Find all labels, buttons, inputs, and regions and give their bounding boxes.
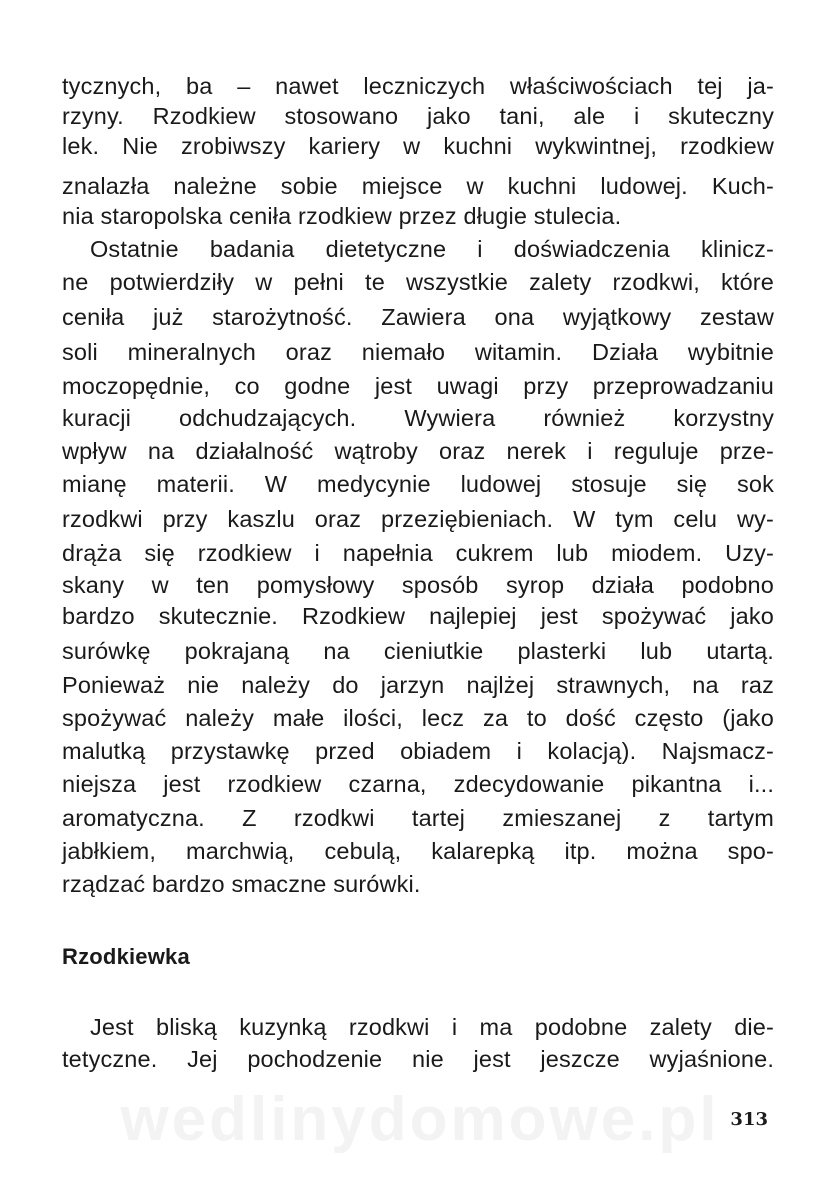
text-line: rządzać bardzo smaczne surówki. (62, 871, 421, 897)
text-line: tycznych, ba – nawet leczniczych właściwościach tej ja- (62, 73, 774, 99)
text-line: surówkę pokrajaną na cieniutkie plasterki lub utartą. (62, 638, 774, 664)
section-heading: Rzodkiewka (62, 944, 190, 969)
text-line: malutką przystawkę przed obiadem i kolacją). Najsmacz- (62, 738, 774, 764)
text-line: rzodkwi przy kaszlu oraz przeziębieniach. W tym celu wy- (62, 506, 774, 532)
text-line: mianę materii. W medycynie ludowej stosuje się sok (62, 471, 774, 497)
text-line: nia staropolska ceniła rzodkiew przez długie stulecia. (62, 203, 622, 229)
text-line: rzyny. Rzodkiew stosowano jako tani, ale i skuteczny (62, 103, 774, 129)
text-line: kuracji odchudzających. Wywiera również korzystny (62, 405, 774, 431)
text-line: skany w ten pomysłowy sposób syrop działa podobno (62, 572, 774, 598)
text-line: moczopędnie, co godne jest uwagi przy przeprowadzaniu (62, 373, 774, 399)
text-line: aromatyczna. Z rzodkwi tartej zmieszanej z tartym (62, 805, 774, 831)
text-line: bardzo skutecznie. Rzodkiew najlepiej jest spożywać jako (62, 603, 774, 629)
text-line: lek. Nie zrobiwszy kariery w kuchni wykwintnej, rzodkiew (62, 133, 774, 159)
text-line: ne potwierdziły w pełni te wszystkie zalety rzodkwi, które (62, 269, 774, 295)
text-line: jabłkiem, marchwią, cebulą, kalarepką itp. można spo- (62, 838, 774, 864)
text-line: spożywać należy małe ilości, lecz za to dość często (jako (62, 705, 774, 731)
text-line: znalazła należne sobie miejsce w kuchni ludowej. Kuch- (62, 173, 774, 199)
text-line: tetyczne. Jej pochodzenie nie jest jeszcze wyjaśnione. (62, 1046, 774, 1072)
text-line: ceniła już starożytność. Zawiera ona wyjątkowy zestaw (62, 304, 774, 330)
text-line: niejsza jest rzodkiew czarna, zdecydowanie pikantna i... (62, 771, 774, 797)
text-line: Ostatnie badania dietetyczne i doświadczenia klinicz- (90, 236, 774, 262)
watermark: wedlinydomowe.pl (120, 1085, 720, 1154)
text-line: Ponieważ nie należy do jarzyn najlżej strawnych, na raz (62, 672, 774, 698)
page-number: 313 (730, 1109, 768, 1130)
text-line: Jest bliską kuzynką rzodkwi i ma podobne zalety die- (90, 1014, 774, 1040)
text-line: drąża się rzodkiew i napełnia cukrem lub miodem. Uzy- (62, 540, 774, 566)
text-line: soli mineralnych oraz niemało witamin. Działa wybitnie (62, 339, 774, 365)
text-line: wpływ na działalność wątroby oraz nerek i reguluje prze- (62, 438, 774, 464)
